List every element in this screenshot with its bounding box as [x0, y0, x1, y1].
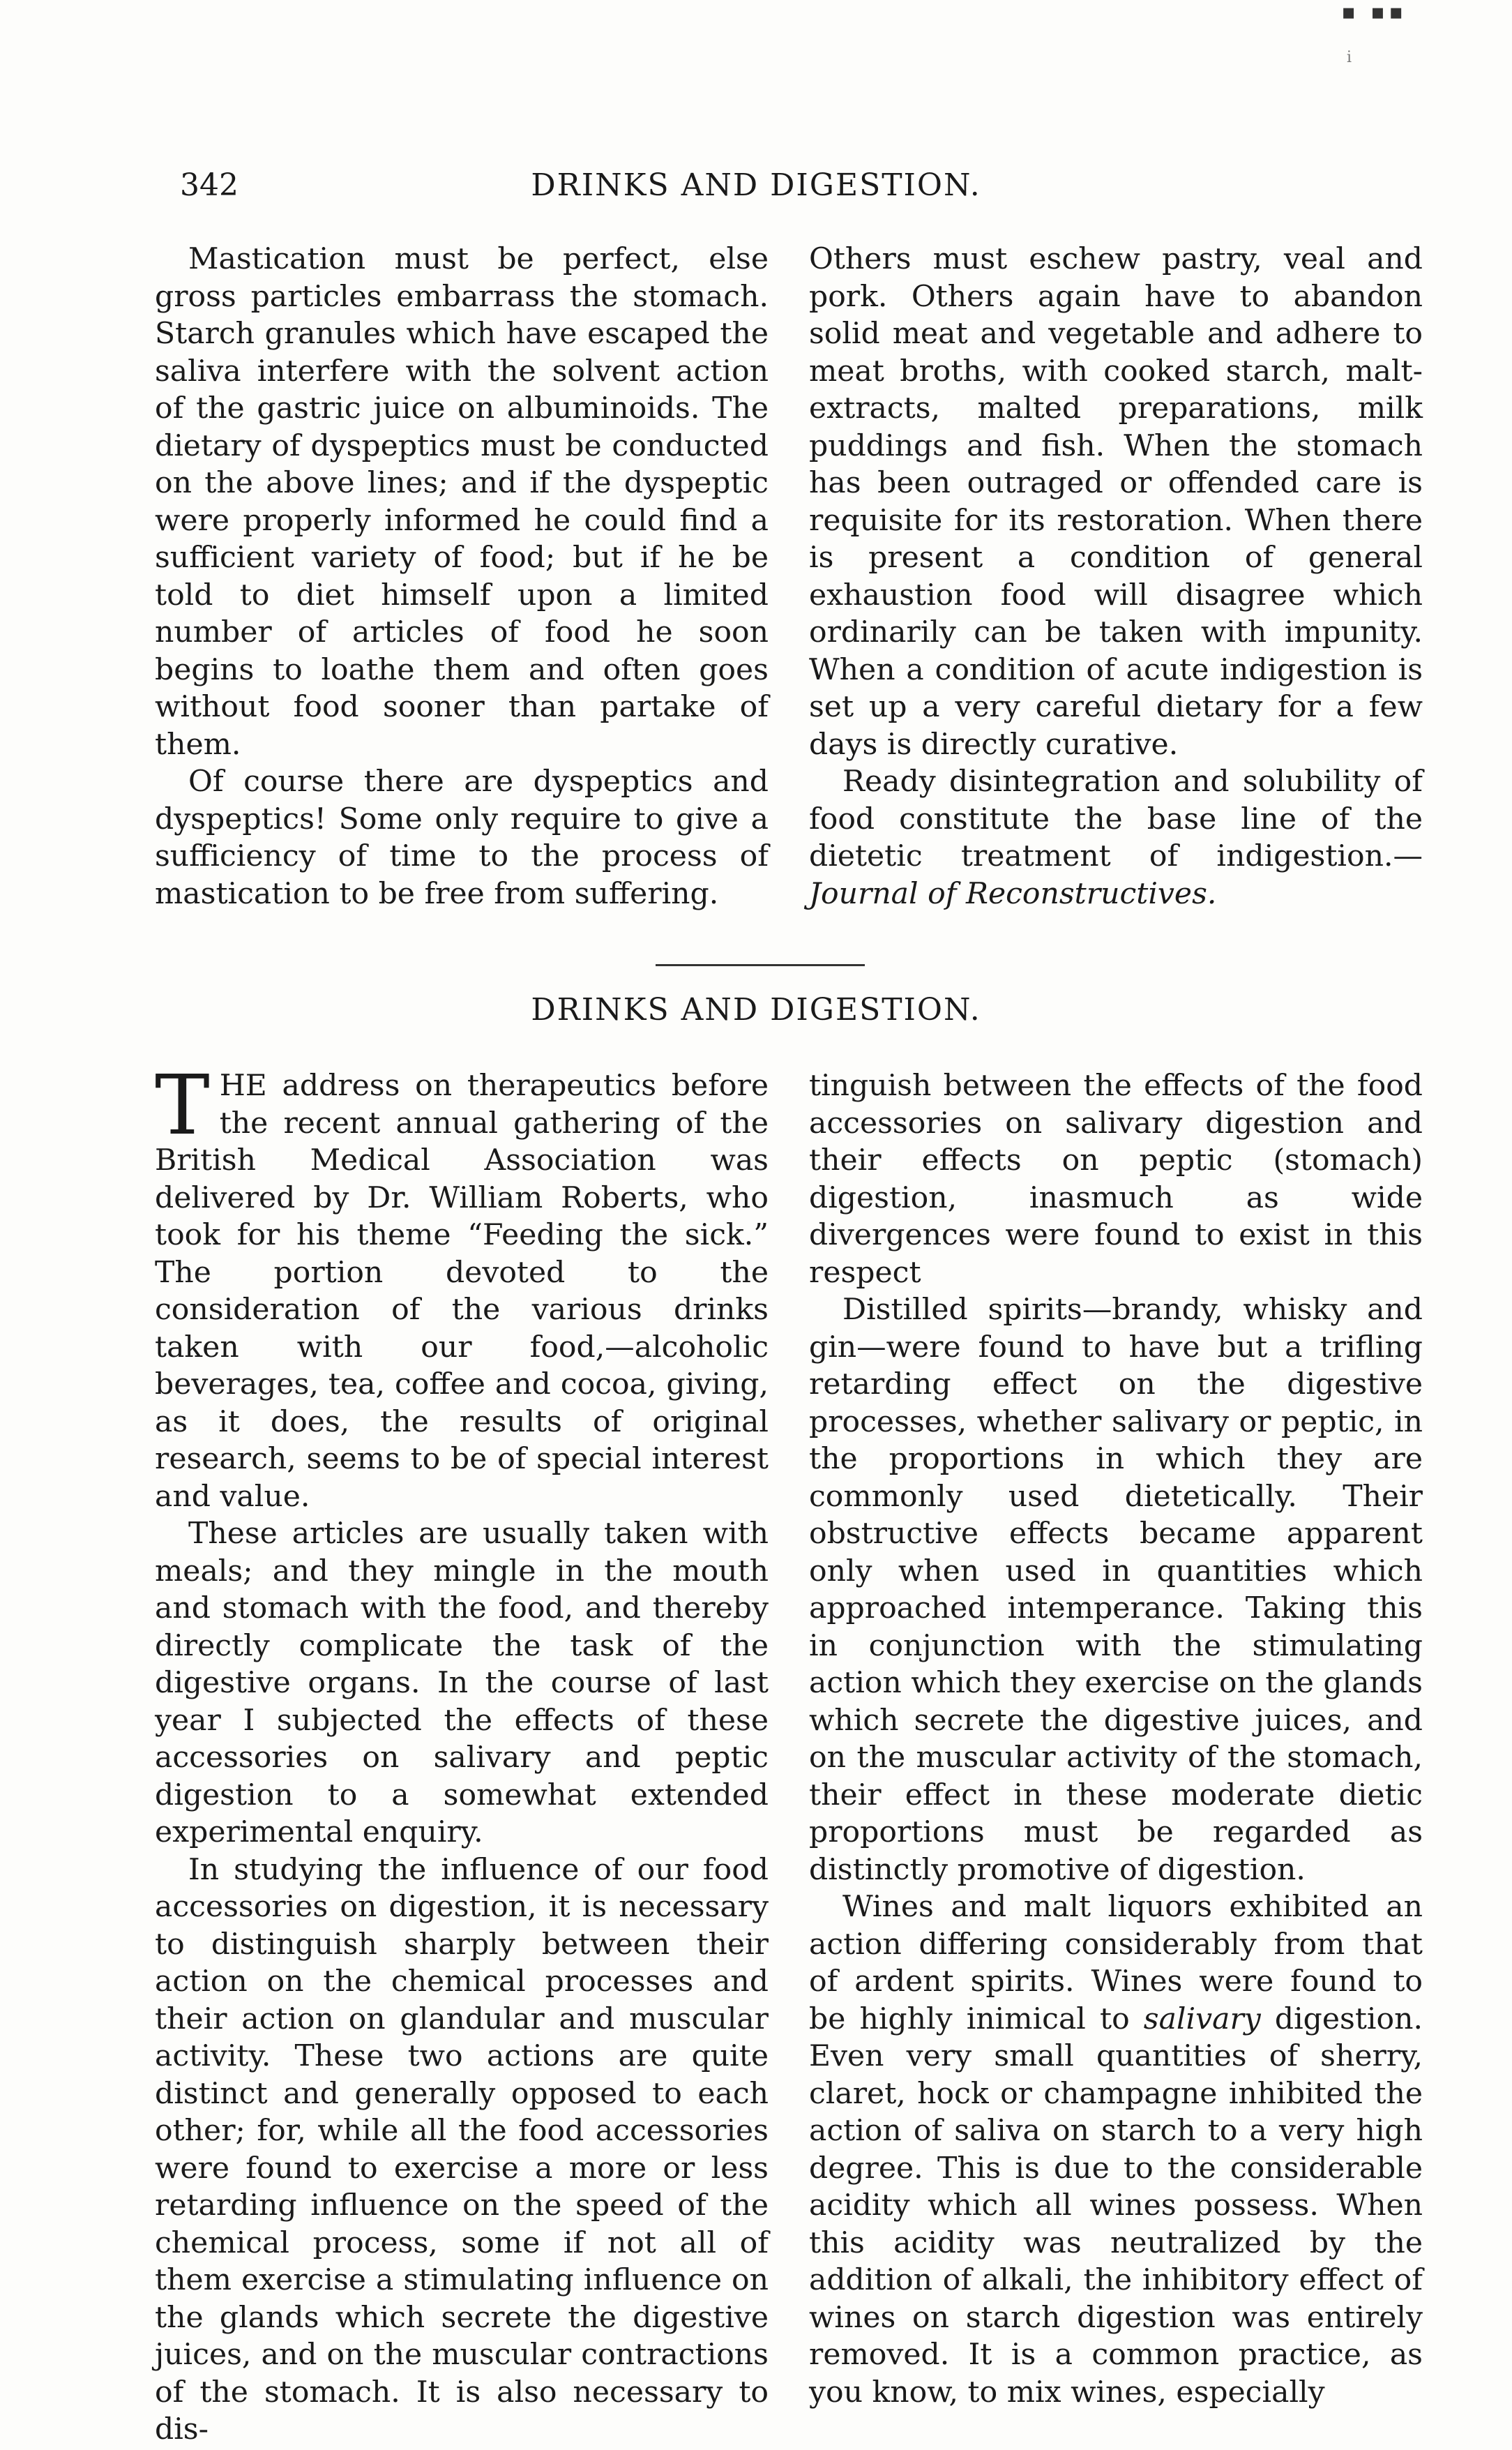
- article-left-column: [155, 1057, 769, 2449]
- paragraph: Of course there are dyspeptics and dyspeptics! Some only require to give a sufficiency of time to the process of mastication to be free from suffering.: [155, 765, 769, 911]
- continued-paragraph: tinguish between the effects of the food accessories on salivary digestion and their effects on peptic (stomach) digestion, inasmuch as wide divergences were found to exist in this respect: [809, 1069, 1423, 1290]
- opening-paragraph: [155, 1057, 769, 1515]
- page-number: 342: [180, 167, 239, 203]
- paragraph: Mastication must be perfect, else gross particles embarrass the stomach. Starch granules which have escaped the saliva interfere with the solvent action of the gastric juice on albuminoids. The dietary of dyspeptics must be conducted on the above lines; and if the dyspeptic were properly informed he could find a sufficient variety of food; but if he be told to diet himself upon a limited number of articles of food he soon begins to loathe them and often goes without food sooner than partake of them.: [155, 242, 769, 762]
- closing-text: Ready disintegration and solubility of food constitute the base line of the dietetic treatment of indigestion.—: [809, 765, 1423, 873]
- paragraph: Others must eschew pastry, veal and pork. Others again have to abandon solid meat and vegetable and adhere to meat broths, with cooked starch, malt-extracts, malted preparations, milk puddings and fish. When the stomach has been outraged or offended care is requisite for its restoration. When there is present a condition of general exhaustion food will disagree which ordinarily can be taken with impunity. When a condition of acute indigestion is set up a very careful dietary for a few days is directly curative.: [809, 242, 1423, 762]
- article-right-column: [809, 1067, 1423, 2411]
- print-specks: ▪ ▪▪: [1341, 0, 1407, 24]
- running-title: DRINKS AND DIGESTION.: [531, 167, 981, 203]
- paragraph: These articles are usually taken with meals; and they mingle in the mouth and stomach with the food, and thereby directly complicate the task of the digestive organs. In the course of last year I subjected the effects of these accessories on salivary and peptic digestion to a somewhat extended experimental enquiry.: [155, 1517, 769, 1849]
- emphasis-salivary: salivary: [1143, 2001, 1261, 2036]
- source-citation: Journal of Reconstructives.: [809, 876, 1217, 911]
- margin-tick: i: [1346, 49, 1352, 66]
- closing-paragraph: [809, 763, 1423, 912]
- wines-paragraph: [809, 1888, 1423, 2411]
- article-title: DRINKS AND DIGESTION.: [531, 992, 981, 1028]
- previous-article-left-column: [155, 241, 769, 912]
- section-divider: [656, 964, 865, 966]
- drop-cap: T: [155, 1057, 210, 1153]
- wines-text-continued: digestion. Even very small quantities of sherry, claret, hock or champagne inhibited the action of saliva on starch to a very high degree. This is due to the considerable acidity which all wines possess. When this acidity was neutralized by the addition of alkali, the inhibitory effect of wines on starch digestion was entirely removed. It is a common practice, as you know, to mix wines, especially: [809, 2001, 1423, 2410]
- wines-text: Wines and malt liquors exhibited an action differing considerably from that of ardent spirits. Wines were found to be highly inimical to: [809, 1890, 1423, 2036]
- opening-text: HE address on therapeutics before the recent annual gathering of the British Medical Association was delivered by Dr. William Roberts, who took for his theme “Feeding the sick.” The portion devoted to the consideration of the various drinks taken with our food,—alcoholic beverages, tea, coffee and cocoa, giving, as it does, the results of original research, seems to be of special interest and value.: [155, 1069, 769, 1514]
- paragraph: In studying the influence of our food accessories on digestion, it is necessary to distinguish sharply between their action on the chemical processes and their action on glandular and muscular activity. These two actions are quite distinct and generally opposed to each other; for, while all the food accessories were found to exercise a more or less retarding influence on the speed of the chemical process, some if not all of them exercise a stimulating influence on the glands which secrete the digestive juices, and on the muscular contractions of the stomach. It is also necessary to dis-: [155, 1852, 769, 2447]
- paragraph: Distilled spirits—brandy, whisky and gin—were found to have but a trifling retarding effect on the digestive processes, whether salivary or peptic, in the proportions in which they are commonly used dietetically. Their obstructive effects became apparent only when used in quantities which approached intemperance. Taking this in conjunction with the stimulating action which they exercise on the glands which secrete the digestive juices, and on the muscular activity of the stomach, their effect in these moderate dietic proportions must be regarded as distinctly promotive of digestion.: [809, 1293, 1423, 1887]
- previous-article-right-column: [809, 241, 1423, 912]
